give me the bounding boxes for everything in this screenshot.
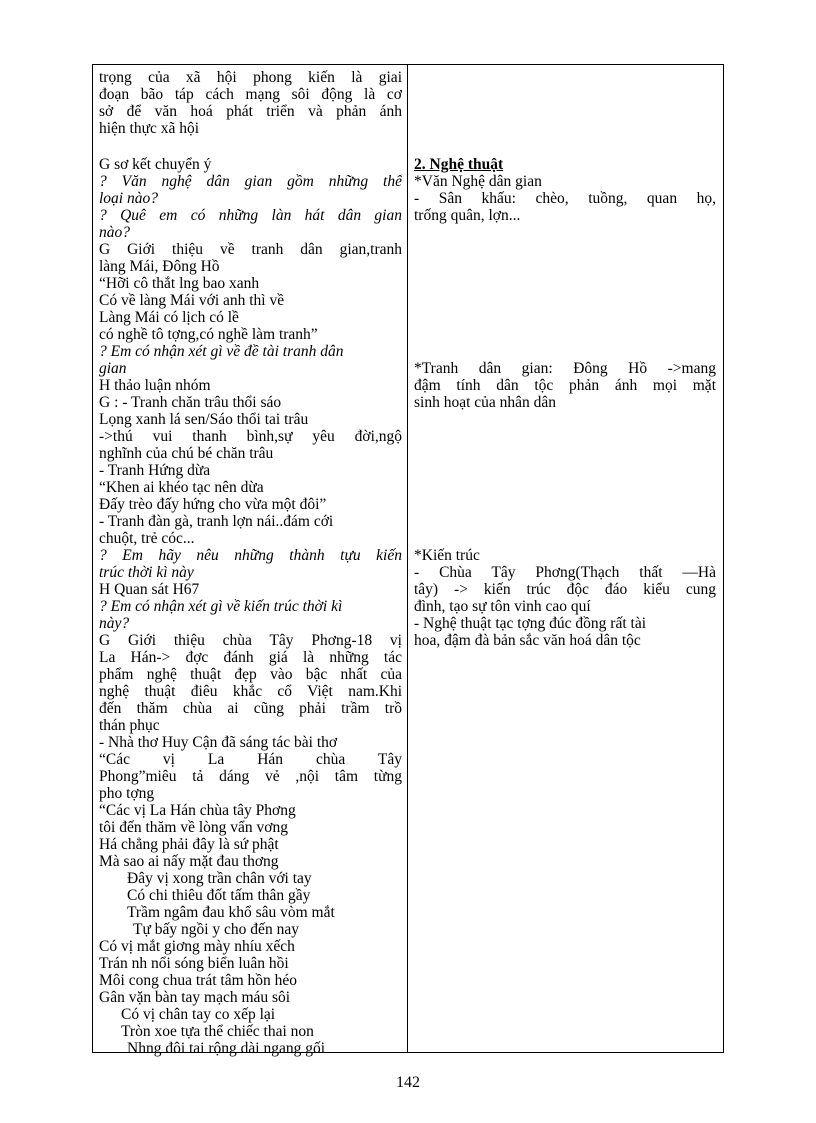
right-column-line: 2. Nghệ thuật bbox=[414, 156, 504, 173]
left-column-line: Há chẳng phải đây là sứ phật bbox=[99, 836, 279, 853]
left-column-line: làng Mái, Đông Hồ bbox=[99, 258, 220, 275]
left-column-line: Nhng đôi tai rộng dài ngang gối bbox=[127, 1040, 326, 1057]
left-column-line: nghĩnh của chú bé chăn trâu bbox=[99, 445, 274, 462]
right-column-line: đình, tạo sự tôn vinh cao quí bbox=[414, 598, 591, 615]
right-column-line: trống quân, lợn... bbox=[414, 207, 521, 224]
left-column-line: trúc thời kì này bbox=[99, 564, 194, 581]
left-column-line: Gân vặn bàn tay mạch máu sôi bbox=[99, 989, 291, 1006]
left-column-line: sở để văn hoá phát triển và phản ánh bbox=[99, 103, 402, 120]
right-column-line: tây) -> kiến trúc độc đáo kiểu cung bbox=[414, 581, 716, 598]
left-column-line: Mà sao ai nấy mặt đau thơng bbox=[99, 853, 279, 870]
left-column-line: đoạn bão táp cách mạng sôi động là cơ bbox=[99, 86, 402, 103]
right-column-line: *Tranh dân gian: Đông Hồ ->mang bbox=[414, 360, 716, 377]
left-column-line: chuột, trẻ cóc... bbox=[99, 530, 195, 547]
left-column-line: - Tranh Hứng dừa bbox=[99, 462, 211, 479]
left-column-line: Lọng xanh lá sen/Sáo thổi tai trâu bbox=[99, 411, 309, 428]
left-column-line: H thảo luận nhóm bbox=[99, 377, 211, 394]
left-column-line: nghệ thuật điêu khắc cổ Việt nam.Khi bbox=[99, 683, 402, 700]
left-column-line: đến thăm chùa ai cũng phải trầm trồ bbox=[99, 700, 402, 717]
left-column-line: La Hán-> đợc đánh giá là những tác bbox=[99, 649, 402, 666]
left-column-line: G Giới thiệu về tranh dân gian,tranh bbox=[99, 241, 402, 258]
left-column-line: có nghề tô tợng,có nghề làm tranh” bbox=[99, 326, 318, 343]
left-column-line: hiện thực xã hội bbox=[99, 120, 200, 137]
left-column-line: “Các vị La Hán chùa Tây bbox=[99, 751, 402, 768]
left-column-line: Có chi thiêu đốt tấm thân gầy bbox=[127, 887, 311, 904]
left-column-line: “Hỡi cô thắt lng bao xanh bbox=[99, 275, 260, 292]
left-column-line: ? Văn nghệ dân gian gồm những thể bbox=[99, 173, 402, 190]
left-column-line: Đấy trèo đấy hứng cho vừa một đôi” bbox=[99, 496, 327, 513]
left-column-line: “Khen ai khéo tạc nên dừa bbox=[99, 479, 264, 496]
left-column-line: pho tợng bbox=[99, 785, 155, 802]
page-number: 142 bbox=[396, 1074, 420, 1091]
right-column-line: - Chùa Tây Phơng(Thạch thất —Hà bbox=[414, 564, 716, 581]
left-column-line: Có vị mắt giơng mày nhíu xếch bbox=[99, 938, 295, 955]
right-column-line: *Văn Nghệ dân gian bbox=[414, 173, 542, 190]
left-column-line: G sơ kết chuyển ý bbox=[99, 156, 212, 173]
left-column-line: phẩm nghệ thuật đẹp vào bậc nhất của bbox=[99, 666, 402, 683]
left-column-line: ->thú vui thanh bình,sự yêu đời,ngộ bbox=[99, 428, 402, 445]
left-column-line: “Các vị La Hán chùa tây Phơng bbox=[99, 802, 296, 819]
left-column-line: tôi đến thăm về lòng vẩn vơng bbox=[99, 819, 288, 836]
left-column-line: ? Em hãy nêu những thành tựu kiến bbox=[99, 547, 402, 564]
left-column-line: Phong”miêu tả dáng vẻ ,nội tâm từng bbox=[99, 768, 402, 785]
left-column-line: nào? bbox=[99, 224, 130, 241]
left-column-line: này? bbox=[99, 615, 130, 632]
left-column-line: H Quan sát H67 bbox=[99, 581, 200, 598]
left-column-line: Trán nh nổi sóng biển luân hồi bbox=[99, 955, 289, 972]
left-column-line: - Tranh đàn gà, tranh lợn nái..đám cới bbox=[99, 513, 334, 530]
left-column-line: ? Em có nhận xét gì về đề tài tranh dân bbox=[99, 343, 344, 360]
column-divider bbox=[407, 65, 408, 1052]
right-column-line: đậm tính dân tộc phản ánh mọi mặt bbox=[414, 377, 716, 394]
right-column-line: - Sân khấu: chèo, tuồng, quan họ, bbox=[414, 190, 716, 207]
left-column-line: trọng của xã hội phong kiến là giai bbox=[99, 69, 402, 86]
left-column-line: Môi cong chua trát tâm hồn héo bbox=[99, 972, 298, 989]
left-column-line: ? Em có nhận xét gì về kiến trúc thời kì bbox=[99, 598, 343, 615]
left-column-line: Tròn xoe tựa thể chiếc thai non bbox=[121, 1023, 314, 1040]
right-column-line: hoa, đậm đà bản sắc văn hoá dân tộc bbox=[414, 632, 641, 649]
content-table bbox=[92, 64, 724, 1057]
left-column-line: G Giới thiệu chùa Tây Phơng-18 vị bbox=[99, 632, 402, 649]
left-column-line: loại nào? bbox=[99, 190, 158, 207]
left-column-line: Đây vị xong trần chân với tay bbox=[127, 870, 312, 887]
left-column-line: ? Quê em có những làn hát dân gian bbox=[99, 207, 402, 224]
left-column-line: Tự bấy ngồi y cho đến nay bbox=[133, 921, 299, 938]
left-column-line: Trầm ngâm đau khổ sâu vòm mắt bbox=[127, 904, 335, 921]
left-column-line: - Nhà thơ Huy Cận đã sáng tác bài thơ bbox=[99, 734, 338, 751]
left-column-line: Làng Mái có lịch có lề bbox=[99, 309, 239, 326]
right-column-line: - Nghệ thuật tạc tợng đúc đồng rất tài bbox=[414, 615, 647, 632]
left-column-line: gian bbox=[99, 360, 127, 377]
right-column-line: sinh hoạt của nhân dân bbox=[414, 394, 557, 411]
right-column-line: *Kiến trúc bbox=[414, 547, 480, 564]
left-column-line: G : - Tranh chăn trâu thổi sáo bbox=[99, 394, 282, 411]
left-column-line: Có vị chân tay co xếp lại bbox=[121, 1006, 276, 1023]
left-column-line: thán phục bbox=[99, 717, 160, 734]
left-column-line: Có về làng Mái với anh thì về bbox=[99, 292, 285, 309]
